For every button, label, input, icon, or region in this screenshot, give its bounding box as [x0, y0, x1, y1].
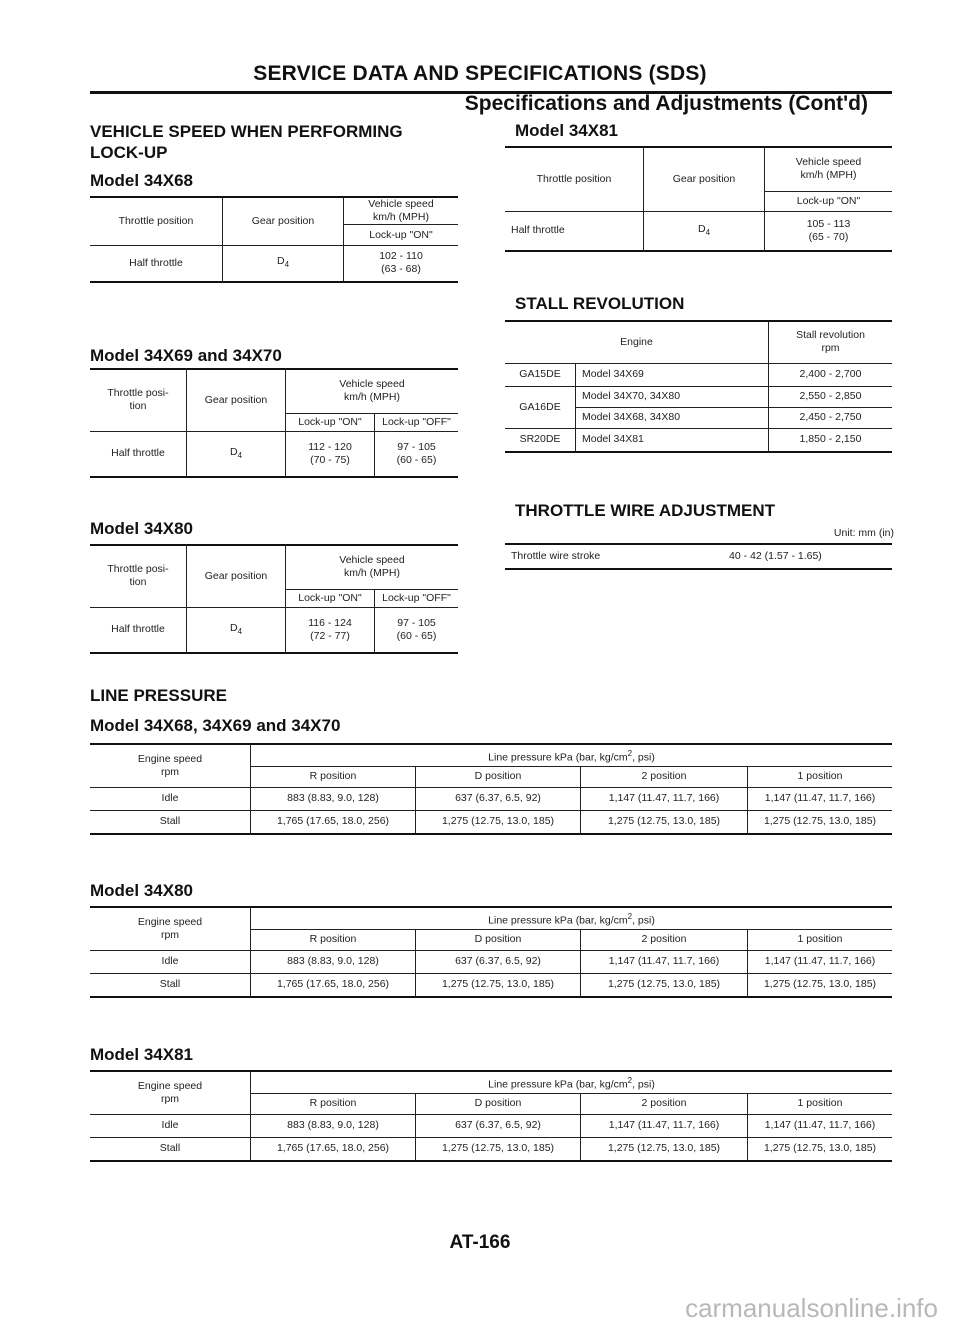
- m81-gear-d: D: [697, 222, 706, 235]
- m80-h-speed: [286, 545, 459, 589]
- line-pressure-heading: LINE PRESSURE: [90, 686, 227, 705]
- m81-on: [765, 211, 893, 251]
- m69-off-mph: (60 - 65): [396, 453, 437, 466]
- lp1-h-engine-l2: rpm: [160, 765, 180, 778]
- lp1-idle-2: 1,147 (11.47, 11.7, 166): [581, 787, 748, 810]
- lp3-h-engine-l2: rpm: [160, 1092, 180, 1105]
- stall-r1-engine: GA15DE: [505, 363, 576, 386]
- stall-table: [505, 320, 892, 453]
- m80-h-gear: Gear position: [187, 545, 286, 607]
- lp3-stall-r: 1,765 (17.65, 18.0, 256): [251, 1137, 416, 1161]
- lp2-h-engine: [90, 907, 251, 950]
- m80-on-kmh: 116 - 124: [308, 616, 352, 629]
- m80-h-on: Lock-up "ON": [286, 589, 375, 607]
- m68-h-speed-l2: km/h (MPH): [373, 211, 429, 223]
- lp2-stall-r: 1,765 (17.65, 18.0, 256): [251, 973, 416, 997]
- lp2-h-engine-l2: rpm: [160, 928, 180, 941]
- lp2-h-d: D position: [416, 929, 581, 950]
- m69-h-speed: [286, 369, 459, 413]
- m81-table: [505, 146, 892, 252]
- m81-gear-sub: 4: [705, 227, 711, 237]
- m69-h-throttle-l1: Throttle posi-: [107, 387, 169, 400]
- stall-r4-engine: SR20DE: [519, 433, 561, 446]
- lp3-h-engine-l1: Engine speed: [137, 1079, 203, 1092]
- lp2-h-2: 2 position: [581, 929, 748, 950]
- lp1-h-engine: [90, 744, 251, 787]
- m69-table: [90, 368, 458, 478]
- watermark-text[interactable]: carmanualsonline.info: [685, 1293, 938, 1323]
- lp2-stall-d: 1,275 (12.75, 13.0, 185): [416, 973, 581, 997]
- throttle-wire-table: [505, 543, 892, 570]
- stall-r4-rpm: 1,850 - 2,150: [769, 428, 893, 452]
- m81-on-kmh: 105 - 113: [806, 217, 851, 230]
- lp1-stall-2: 1,275 (12.75, 13.0, 185): [581, 810, 748, 834]
- lp3-h-lp: [251, 1071, 893, 1093]
- m69-throttle: Half throttle: [111, 447, 165, 460]
- lp3-idle-r: 883 (8.83, 9.0, 128): [251, 1114, 416, 1137]
- m81-h-on: Lock-up "ON": [765, 191, 893, 211]
- m80-on-mph: (72 - 77): [310, 629, 350, 642]
- m68-gear: [223, 246, 344, 282]
- m68-title: Model 34X68: [90, 171, 193, 190]
- stall-heading: STALL REVOLUTION: [515, 294, 685, 313]
- throttle-wire-value: 40 - 42 (1.57 - 1.65): [729, 550, 822, 562]
- m81-h-gear: Gear position: [644, 147, 765, 211]
- m69-h-throttle: [90, 369, 187, 431]
- lp3-h-d: D position: [416, 1093, 581, 1114]
- lp1-stall-1: 1,275 (12.75, 13.0, 185): [748, 810, 893, 834]
- m69-h-speed-l2: km/h (MPH): [344, 391, 400, 404]
- stall-r2-engine: GA16DE: [505, 386, 576, 428]
- m80-h-speed-l1: Vehicle speed: [339, 554, 405, 567]
- stall-r3-rpm: 2,450 - 2,750: [769, 407, 893, 428]
- m68-h-on: Lock-up "ON": [344, 225, 459, 246]
- m80-on: [286, 607, 375, 653]
- lp2-h-lp-pre: Line pressure kPa (bar, kg/cm: [488, 914, 628, 926]
- lp2-idle: Idle: [90, 950, 251, 973]
- lp3-h-lp-post: , psi): [632, 1078, 655, 1090]
- lp3-idle: Idle: [90, 1114, 251, 1137]
- m69-h-throttle-l2: tion: [129, 400, 147, 413]
- lockup-heading-line2: LOCK-UP: [90, 143, 168, 162]
- lp3-stall-1: 1,275 (12.75, 13.0, 185): [748, 1137, 893, 1161]
- m69-gear-d: D: [229, 445, 238, 458]
- lp3-h-2: 2 position: [581, 1093, 748, 1114]
- lp3-h-engine: [90, 1071, 251, 1114]
- lp3-stall-2: 1,275 (12.75, 13.0, 185): [581, 1137, 748, 1161]
- stall-h-rev: [769, 321, 893, 363]
- lp3-idle-1: 1,147 (11.47, 11.7, 166): [748, 1114, 893, 1137]
- stall-r4-model: Model 34X81: [576, 428, 769, 452]
- lp2-h-1: 1 position: [748, 929, 893, 950]
- m68-h-speed: [344, 197, 459, 225]
- m81-on-mph: (65 - 70): [808, 230, 849, 243]
- lp2-idle-1: 1,147 (11.47, 11.7, 166): [748, 950, 893, 973]
- lp1-stall-r: 1,765 (17.65, 18.0, 256): [251, 810, 416, 834]
- page-title: SERVICE DATA AND SPECIFICATIONS (SDS): [253, 62, 707, 85]
- m69-on: [286, 431, 375, 477]
- m68-gear-sub: 4: [284, 260, 290, 270]
- stall-r2-rpm: 2,550 - 2,850: [769, 386, 893, 407]
- m81-h-speed-l2: km/h (MPH): [800, 169, 857, 182]
- m80-h-throttle-l1: Throttle posi-: [107, 563, 169, 576]
- lp1-idle-d: 637 (6.37, 6.5, 92): [416, 787, 581, 810]
- m80-off: [375, 607, 459, 653]
- m80-off-mph: (60 - 65): [396, 629, 437, 642]
- lp2-stall-1: 1,275 (12.75, 13.0, 185): [748, 973, 893, 997]
- m68-h-gear: Gear position: [223, 197, 344, 246]
- lp3-title: Model 34X81: [90, 1045, 193, 1064]
- lp1-stall-d: 1,275 (12.75, 13.0, 185): [416, 810, 581, 834]
- lp1-h-d: D position: [416, 766, 581, 787]
- lp2-h-lp-sup: 2: [627, 911, 633, 921]
- m68-throttle: Half throttle: [129, 256, 183, 269]
- m81-gear: [644, 211, 765, 251]
- lp2-idle-2: 1,147 (11.47, 11.7, 166): [581, 950, 748, 973]
- lp3-idle-d: 637 (6.37, 6.5, 92): [416, 1114, 581, 1137]
- page-subtitle: Specifications and Adjustments (Cont'd): [464, 92, 868, 115]
- lp1-h-lp: [251, 744, 893, 766]
- m80-table: [90, 544, 458, 654]
- m81-throttle: Half throttle: [511, 224, 565, 237]
- lp1-title: Model 34X68, 34X69 and 34X70: [90, 716, 341, 735]
- m68-on-mph: (63 - 68): [381, 263, 421, 276]
- stall-h-rev-l2: rpm: [821, 342, 840, 355]
- lp2-h-engine-l1: Engine speed: [137, 915, 203, 928]
- lp1-h-lp-post: , psi): [632, 751, 655, 763]
- stall-h-rev-l1: Stall revolution: [796, 329, 865, 342]
- lp1-h-lp-sup: 2: [627, 748, 633, 758]
- m81-h-throttle: Throttle position: [505, 147, 644, 211]
- lp1-h-engine-l1: Engine speed: [137, 752, 203, 765]
- m68-on: [344, 246, 459, 282]
- stall-r1-model: Model 34X69: [576, 363, 769, 386]
- m80-gear-sub: 4: [237, 626, 243, 636]
- lp1-idle-r: 883 (8.83, 9.0, 128): [251, 787, 416, 810]
- lp2-h-lp-post: , psi): [632, 914, 655, 926]
- lp2-h-lp: [251, 907, 893, 929]
- m68-h-speed-l1: Vehicle speed: [368, 198, 434, 210]
- lp1-h-lp-pre: Line pressure kPa (bar, kg/cm: [488, 751, 628, 763]
- m69-on-mph: (70 - 75): [310, 453, 350, 466]
- lp3-stall-d: 1,275 (12.75, 13.0, 185): [416, 1137, 581, 1161]
- m69-on-kmh: 112 - 120: [308, 440, 352, 453]
- lp2-stall-2: 1,275 (12.75, 13.0, 185): [581, 973, 748, 997]
- m80-off-kmh: 97 - 105: [397, 616, 436, 629]
- stall-r3-model: Model 34X68, 34X80: [576, 407, 769, 428]
- lp1-h-r: R position: [251, 766, 416, 787]
- lp1-h-1: 1 position: [748, 766, 893, 787]
- lp2-title: Model 34X80: [90, 881, 193, 900]
- throttle-wire-unit: Unit: mm (in): [833, 527, 894, 539]
- lp3-h-lp-sup: 2: [627, 1075, 633, 1085]
- lp3-idle-2: 1,147 (11.47, 11.7, 166): [581, 1114, 748, 1137]
- lp2-stall: Stall: [159, 978, 181, 991]
- m81-h-speed-l1: Vehicle speed: [795, 156, 862, 169]
- lp3-h-r: R position: [251, 1093, 416, 1114]
- lp2-idle-r: 883 (8.83, 9.0, 128): [251, 950, 416, 973]
- m69-gear: [187, 431, 286, 477]
- stall-r2-model: Model 34X70, 34X80: [576, 386, 769, 407]
- m68-table: [90, 196, 458, 283]
- m68-gear-d: D: [276, 255, 285, 268]
- m80-h-throttle-l2: tion: [129, 576, 147, 589]
- lp2-table: [90, 906, 892, 998]
- lp2-h-r: R position: [251, 929, 416, 950]
- lp3-h-1: 1 position: [748, 1093, 893, 1114]
- lp3-table: [90, 1070, 892, 1162]
- lp1-stall: Stall: [159, 815, 181, 828]
- m69-gear-sub: 4: [237, 450, 243, 460]
- m80-h-off: Lock-up "OFF": [375, 589, 459, 607]
- m80-title: Model 34X80: [90, 519, 193, 538]
- m80-gear-d: D: [229, 621, 238, 634]
- m69-h-speed-l1: Vehicle speed: [339, 378, 405, 391]
- m80-gear: [187, 607, 286, 653]
- lp1-idle-1: 1,147 (11.47, 11.7, 166): [748, 787, 893, 810]
- m81-h-speed: [765, 147, 893, 191]
- m68-h-throttle: Throttle position: [90, 197, 223, 246]
- throttle-wire-heading: THROTTLE WIRE ADJUSTMENT: [515, 501, 776, 520]
- stall-r1-rpm: 2,400 - 2,700: [769, 363, 893, 386]
- m80-h-throttle: [90, 545, 187, 607]
- page-number: AT-166: [449, 1232, 511, 1253]
- m81-title: Model 34X81: [515, 121, 618, 140]
- m69-h-gear: Gear position: [187, 369, 286, 431]
- lockup-heading: [90, 121, 403, 163]
- m69-off: [375, 431, 459, 477]
- lp2-idle-d: 637 (6.37, 6.5, 92): [416, 950, 581, 973]
- m80-throttle: Half throttle: [111, 623, 165, 636]
- m69-h-off: Lock-up "OFF": [375, 413, 459, 431]
- lp3-stall: Stall: [159, 1142, 181, 1155]
- lp1-h-2: 2 position: [581, 766, 748, 787]
- stall-h-engine: Engine: [505, 321, 769, 363]
- lp1-idle: Idle: [90, 787, 251, 810]
- m69-h-on: Lock-up "ON": [286, 413, 375, 431]
- throttle-wire-label: Throttle wire stroke: [511, 550, 601, 562]
- m80-h-speed-l2: km/h (MPH): [344, 567, 400, 580]
- lp3-h-lp-pre: Line pressure kPa (bar, kg/cm: [488, 1078, 628, 1090]
- m69-title: Model 34X69 and 34X70: [90, 346, 282, 365]
- lp1-table: [90, 743, 892, 835]
- lockup-heading-line1: VEHICLE SPEED WHEN PERFORMING: [90, 122, 403, 141]
- m69-off-kmh: 97 - 105: [397, 440, 436, 453]
- m68-on-kmh: 102 - 110: [379, 250, 423, 263]
